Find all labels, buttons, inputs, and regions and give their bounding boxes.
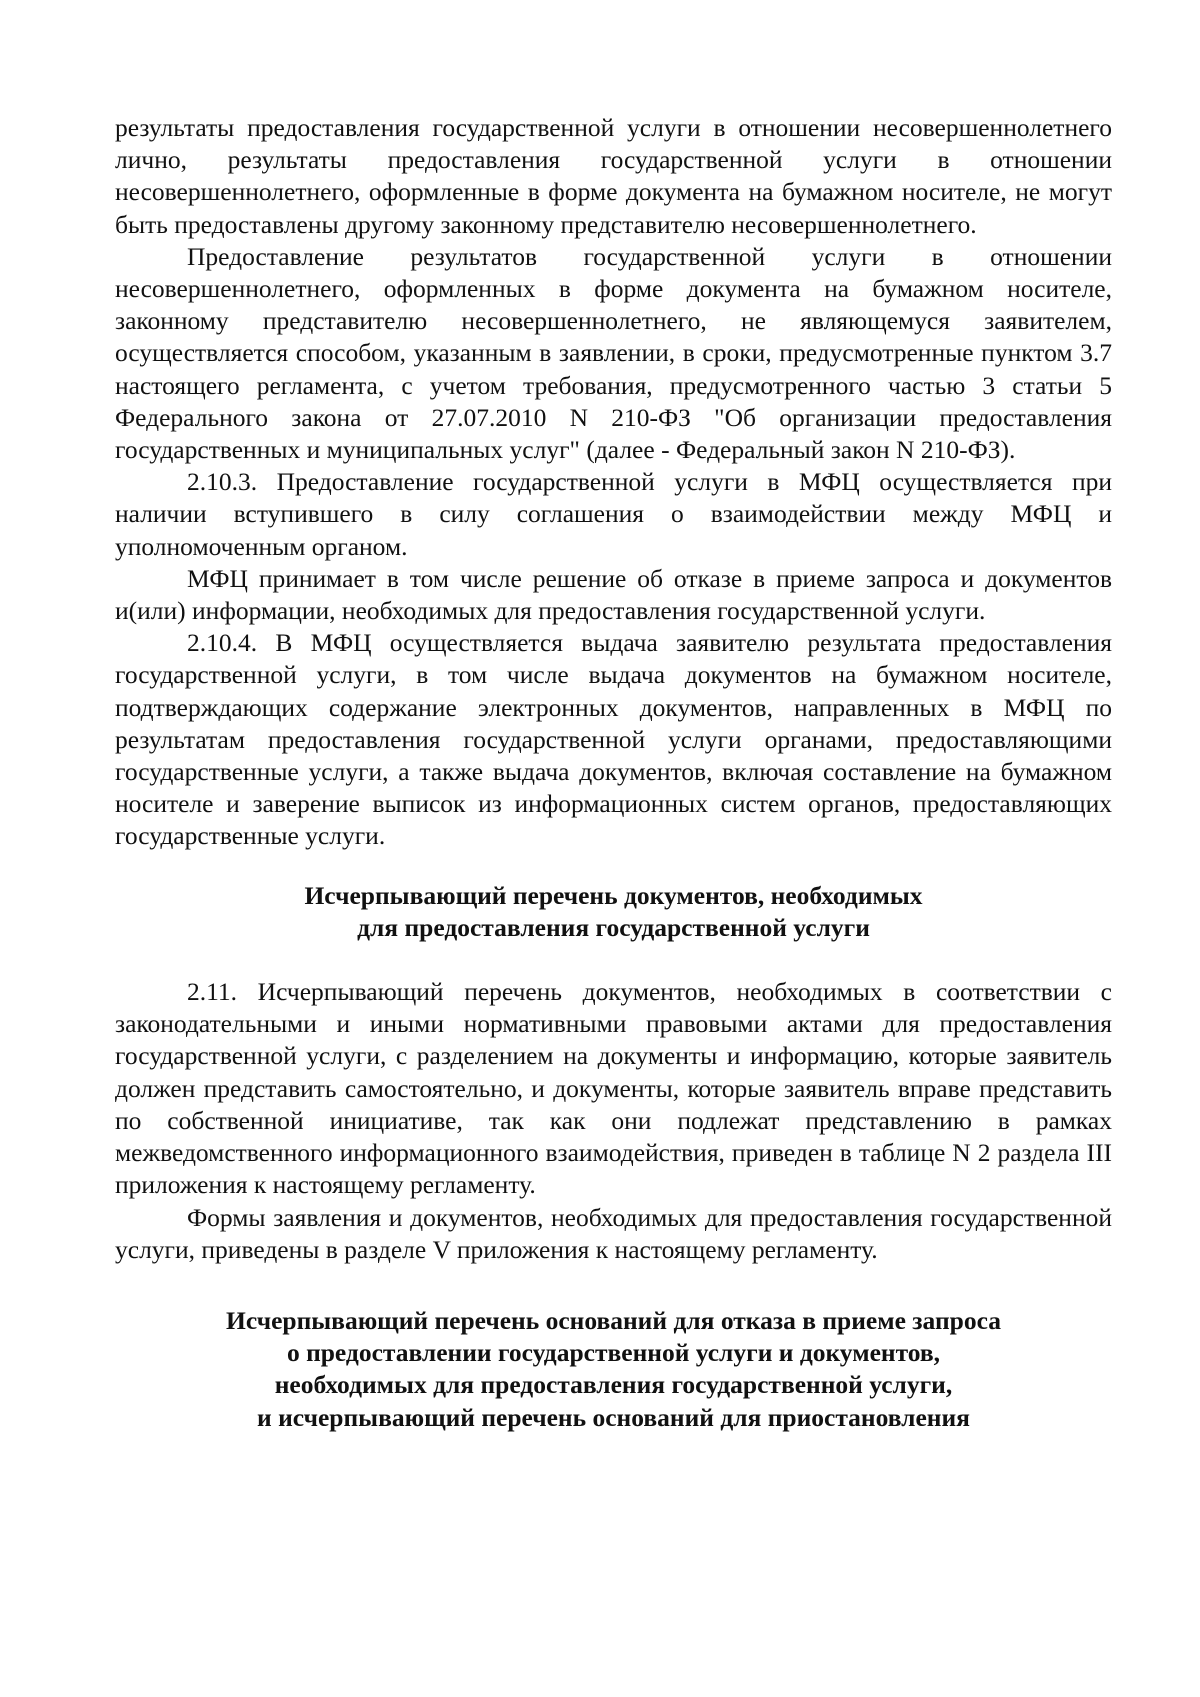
paragraph-results-minor: результаты предоставления государственной услуги в отношении несовершеннолетнего лично, результаты предоставления государственной услуги в отношении несовершеннолетнего, оформленные в форме документа на бумажном носителе, не могут быть предоставлены другому законному представителю несовершеннолетнего. bbox=[115, 113, 1112, 239]
heading-line: Исчерпывающий перечень документов, необходимых bbox=[304, 880, 923, 910]
paragraph-2-11: 2.11. Исчерпывающий перечень документов, необходимых в соответствии с законодательными и иными нормативными правовыми актами для предоставления государственной услуги, с разделением на документы и информацию, которые заявитель должен представить самостоятельно, и документы, которые заявитель вправе представить по собственной инициативе, так как они подлежат представлению в рамках межведомственного информационного взаимодействия, приведен в таблице N 2 раздела III приложения к настоящему регламенту. bbox=[115, 977, 1112, 1200]
heading-line: Исчерпывающий перечень оснований для отказа в приеме запроса bbox=[226, 1305, 1001, 1335]
paragraph-2-10-4: 2.10.4. В МФЦ осуществляется выдача заявителю результата предоставления государственной услуги, в том числе выдача документов на бумажном носителе, подтверждающих содержание электронных документов, направленных в МФЦ по результатам предоставления государственной услуги органами, предоставляющими государственные услуги, а также выдача документов, включая составление на бумажном носителе и заверение выписок из информационных систем органов, предоставляющих государственные услуги. bbox=[115, 628, 1112, 851]
paragraph-mfc-refusal: МФЦ принимает в том числе решение об отказе в приеме запроса и документов и(или) информации, необходимых для предоставления государственной услуги. bbox=[115, 563, 1112, 626]
paragraph-2-10-3: 2.10.3. Предоставление государственной услуги в МФЦ осуществляется при наличии вступившего в силу соглашения о взаимодействии между МФЦ и уполномоченным органом. bbox=[115, 467, 1112, 561]
heading-line: о предоставлении государственной услуги и документов, bbox=[286, 1338, 941, 1368]
paragraph-results-representative: Предоставление результатов государственной услуги в отношении несовершеннолетнего, оформленных в форме документа на бумажном носителе, законному представителю несовершеннолетнего, не являющемуся заявителем, осуществляется способом, указанным в заявлении, в сроки, предусмотренные пунктом 3.7 настоящего регламента, с учетом требования, предусмотренного частью 3 статьи 5 Федерального закона от 27.07.2010 N 210-ФЗ "Об организации предоставления государственных и муниципальных услуг" (далее - Федеральный закон N 210-ФЗ). bbox=[115, 241, 1112, 465]
heading-line: для предоставления государственной услуги bbox=[357, 912, 870, 942]
document-page bbox=[115, 112, 1112, 1434]
section-heading-refusal-grounds bbox=[115, 1305, 1112, 1434]
paragraph-forms: Формы заявления и документов, необходимых для предоставления государственной услуги, приведены в разделе V приложения к настоящему регламенту. bbox=[115, 1202, 1112, 1264]
section-heading-documents bbox=[115, 880, 1112, 944]
heading-line: необходимых для предоставления государственной услуги, bbox=[274, 1370, 953, 1400]
heading-line: и исчерпывающий перечень оснований для приостановления bbox=[257, 1402, 970, 1432]
